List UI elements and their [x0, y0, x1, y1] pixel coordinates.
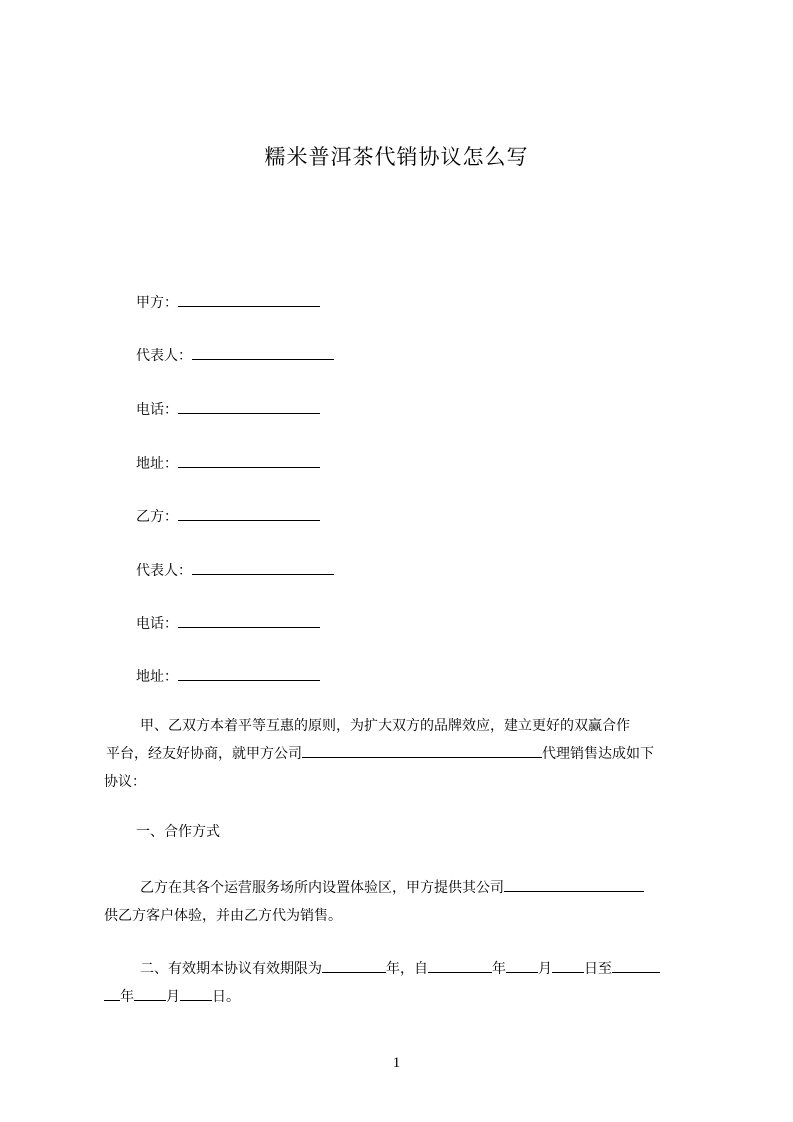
- party-b-address-blank: [178, 665, 320, 681]
- end-year-blank-part1: [612, 957, 660, 973]
- product-blank: [504, 876, 644, 892]
- party-b-phone-blank: [178, 612, 320, 628]
- section-1-paragraph: [104, 874, 704, 930]
- party-a-label: 甲方：: [136, 295, 178, 311]
- party-a-phone-label: 电话：: [136, 402, 178, 418]
- section-2-line-1: [104, 955, 704, 983]
- section-2-paragraph: [104, 955, 704, 1011]
- party-b-representative-label: 代表人：: [136, 563, 192, 579]
- party-a-phone-field: [136, 398, 320, 420]
- page-number: 1: [392, 1055, 401, 1071]
- intro-line-3: 协议：: [104, 774, 146, 790]
- section-1-line-1: [104, 874, 704, 902]
- end-year-blank-part2: [104, 985, 120, 1001]
- party-a-address-blank: [178, 452, 320, 468]
- party-a-representative-blank: [192, 344, 334, 360]
- party-b-blank: [178, 505, 320, 521]
- intro-line-2-start: 平台，经友好协商，就甲方公司: [106, 746, 302, 762]
- party-b-address-label: 地址：: [136, 669, 178, 685]
- section-2-text-b: 年，自: [386, 961, 428, 977]
- intro-line-2-end: 代理销售达成如下: [542, 746, 654, 762]
- party-a-representative-field: [136, 344, 334, 366]
- section-1-line-2: 供乙方客户体验，并由乙方代为销售。: [104, 908, 342, 924]
- party-a-field: [136, 291, 320, 313]
- intro-line-1: 甲、乙双方本着平等互惠的原则，为扩大双方的品牌效应，建立更好的双赢合作: [140, 718, 630, 734]
- party-a-address-field: [136, 452, 320, 474]
- start-year-blank: [428, 957, 492, 973]
- term-years-blank: [322, 957, 386, 973]
- end-day-blank: [180, 985, 212, 1001]
- party-b-field: [136, 505, 320, 527]
- party-b-representative-field: [136, 559, 334, 581]
- party-b-phone-label: 电话：: [136, 616, 178, 632]
- section-2-text-a: 二、有效期本协议有效期限为: [140, 961, 322, 977]
- intro-paragraph: [104, 712, 704, 796]
- section-1-line-1-text: 乙方在其各个运营服务场所内设置体验区，甲方提供其公司: [140, 880, 504, 896]
- section-2-text-f: 年: [120, 989, 134, 1005]
- section-2-text-c: 年: [492, 961, 506, 977]
- party-b-address-field: [136, 665, 320, 687]
- party-a-representative-label: 代表人：: [136, 348, 192, 364]
- intro-line-2: [104, 740, 704, 768]
- section-2-text-g: 月: [166, 989, 180, 1005]
- party-b-phone-field: [136, 612, 320, 634]
- start-month-blank: [506, 957, 538, 973]
- end-month-blank: [134, 985, 166, 1001]
- party-a-phone-blank: [178, 398, 320, 414]
- section-2-line-2: [104, 983, 704, 1011]
- section-2-text-d: 月: [538, 961, 552, 977]
- section-2-text-h: 日。: [212, 989, 240, 1005]
- company-blank: [302, 742, 542, 758]
- party-b-representative-blank: [192, 559, 334, 575]
- section-2-text-e: 日至: [584, 961, 612, 977]
- section-1-heading: 一、合作方式: [136, 824, 220, 840]
- start-day-blank: [552, 957, 584, 973]
- party-b-label: 乙方：: [136, 509, 178, 525]
- party-a-address-label: 地址：: [136, 456, 178, 472]
- document-title: 糯米普洱茶代销协议怎么写: [264, 145, 529, 169]
- party-a-blank: [178, 291, 320, 307]
